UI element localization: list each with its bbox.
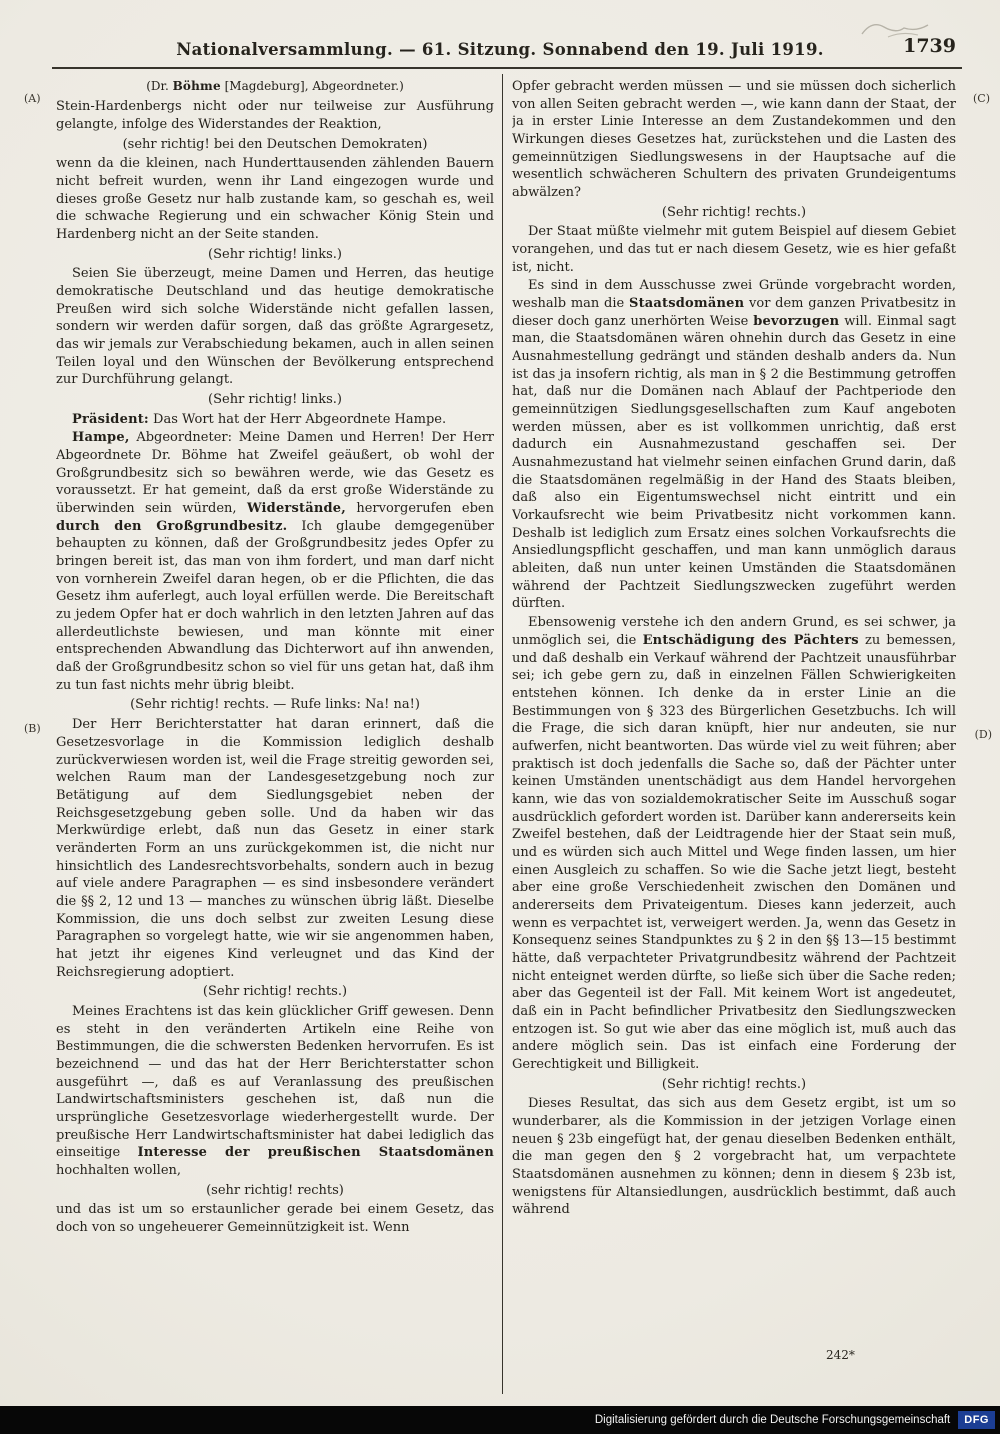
bold-text-segment: durch den Großgrundbesitz.	[56, 518, 288, 534]
digitization-footer-bar	[0, 1406, 1000, 1434]
text-segment: (Sehr richtig! rechts.)	[661, 1076, 807, 1092]
interjection-line	[56, 696, 494, 714]
text-segment: (Sehr richtig! links.)	[208, 246, 342, 262]
text-segment: vor dem ganzen Privatbesitz in dieser doch ganz unerhörten Weise	[512, 296, 956, 329]
text-segment: (sehr richtig! bei den Deutschen Demokraten)	[122, 136, 428, 152]
bold-text-segment: bevorzugen	[753, 313, 840, 329]
bold-text-segment: Präsident:	[72, 411, 149, 427]
speech-paragraph	[56, 265, 494, 389]
text-segment: Ich glaube demgegenüber behaupten zu können, daß der Großgrundbesitz jedes Opfer zu bringen bereit ist, das man von ihm fordert, und man darf nicht von vornherein Zweifel daran hegen, ob er die Pflichten, die das Gesetz ihm auferlegt, auch loyal erfüllen werde. Die Bereitschaft zu jedem Opfer hat er doch wahrlich in den letzten Jahren auf das allerdeutlichste bewiesen, und man könnte mit einer entsprechenden Abwandlung das Dichterwort auf ihn anwenden, daß der Großgrundbesitz schon so viel für uns getan hat, daß ihm zu tun fast nichts mehr übrig bleibt.	[56, 518, 494, 693]
text-segment: Es sind in dem Ausschusse zwei Gründe vorgebracht worden, weshalb man die	[512, 278, 956, 312]
text-segment: Seien Sie überzeugt, meine Damen und Herren, das heutige demokratische Deutschland und das heutige demokratische Preußen wird sich solche Widerstände nicht gefallen lassen, sondern wir werden dafür sorgen, daß das größte Agrargesetz, das wir jemals zur Verabschiedung bekamen, auch in allen seinen Teilen loyal und den Wünschen der Bevölkerung entsprechend zur Durchführung gelangt.	[56, 266, 494, 388]
text-segment: Abgeordneter: Meine Damen und Herren! Der Herr Abgeordnete Dr. Böhme hat Zweifel geäußert, ob wohl der Großgrundbesitz sich so bewähren werde, wie das Gesetz es voraussetzt. Er hat gemeint, daß da erst große Widerstände zu überwinden sein würden,	[56, 430, 494, 517]
bold-text-segment: Interesse der preußischen Staatsdomänen	[137, 1145, 494, 1161]
left-column-text	[56, 78, 494, 1394]
bold-text-segment: Hampe,	[72, 430, 130, 446]
text-segment: (Sehr richtig! rechts.)	[661, 204, 807, 220]
bold-text-segment: Entschädigung des Pächters	[642, 632, 859, 648]
text-segment: (Sehr richtig! links.)	[208, 392, 342, 408]
text-segment: Der Staat müßte vielmehr mit gutem Beispiel auf diesem Gebiet vorangehen, und das tut er nach diesem Gesetz, wie es hier gefaßt ist, nicht.	[512, 224, 956, 275]
speech-paragraph	[512, 1095, 956, 1219]
speech-paragraph	[56, 1201, 494, 1236]
text-segment: Stein-Hardenbergs nicht oder nur teilweise zur Ausführung gelangte, infolge des Widerstandes der Reaktion,	[56, 99, 494, 132]
bold-text-segment: Böhme	[172, 79, 221, 93]
bold-text-segment: Staatsdomänen	[628, 296, 745, 312]
text-segment: wenn da die kleinen, nach Hunderttausenden zählenden Bauern nicht befreit wurden, wenn ihr Land eingezogen wurde und dieses große Gesetz nur halb zustande kam, so geschah es, weil die schwache Regierung und ein schwacher König Stein und Hardenberg nicht an der Seite standen.	[56, 156, 494, 243]
text-segment: und das ist um so erstaunlicher gerade bei einem Gesetz, das doch von so ungeheuerer Gemeinnützigkeit ist. Wenn	[56, 1202, 494, 1235]
speech-paragraph	[512, 223, 956, 276]
text-segment: Meines Erachtens ist das kein glücklicher Griff gewesen. Denn es steht in den veränderten Artikeln eine Reihe von Bestimmungen, die die schwersten Bedenken hervorrufen. Es ist bezeichnend — und das hat der Herr Berichterstatter schon ausgeführt —, daß es auf Veranlassung des preußischen Landwirtschaftsministers geschehen ist, daß nun die ursprüngliche Gesetzesvorlage wiederhergestellt wurde. Der preußische Herr Landwirtschaftsminister hat dabei lediglich das einseitige	[56, 1003, 494, 1161]
interjection-line	[56, 136, 494, 154]
speaker-continuation-note	[56, 78, 494, 94]
sheet-signature: 242*	[826, 1348, 855, 1362]
margin-marker-d: (D)	[974, 728, 992, 741]
text-segment: Opfer gebracht werden müssen — und sie müssen doch sicherlich von allen Seiten gebracht werden —, wie kann dann der Staat, der ja in erster Linie Interesse an dem Zustandekommen und den Wirkungen dieses Gesetzes hat, zurückstehen und die Lasten des gemeinnützigen Siedlungswesens in der Hauptsache auf die wesentlich schwächeren Schultern des privaten Grundeigentums abwälzen?	[512, 79, 956, 201]
right-column-text	[512, 78, 956, 1394]
speech-paragraph	[56, 1003, 494, 1180]
text-segment: [Magdeburg], Abgeordneter.)	[220, 79, 404, 93]
speech-paragraph	[56, 716, 494, 981]
text-segment: Das Wort hat der Herr Abgeordnete Hampe.	[148, 411, 447, 427]
interjection-line	[512, 204, 956, 222]
interjection-line	[56, 391, 494, 409]
margin-marker-c: (C)	[973, 92, 990, 105]
speech-paragraph	[56, 411, 494, 429]
text-segment: hervorgerufen eben	[345, 501, 494, 517]
session-header-title: Nationalversammlung. — 61. Sitzung. Sonnabend den 19. Juli 1919.	[176, 40, 824, 59]
speech-paragraph	[56, 155, 494, 243]
dfg-logo: DFG	[958, 1411, 995, 1429]
interjection-line	[512, 1076, 956, 1094]
text-segment: will. Einmal sagt man, die Staatsdomänen wären ohnehin durch das Gesetz in eine Ausnahmestellung gedrängt und ständen deshalb anders da. Nun ist das ja insofern richtig, als man in § 2 die Bestimmung getroffen hat, daß nur die Domänen nach Ablauf der Pachtperiode den gemeinnützigen Siedlungsgesellschaften zum Kauf angeboten werden müssen, aber es ist vollkommen unrichtig, daß erst dadurch ein Ausnahmezustand geschaffen sei. Der Ausnahmezustand hat vielmehr seinen einfachen Grund darin, daß die Staatsdomänen regelmäßig in der Hand des Staats bleiben, daß also ein Eigentumswechsel nicht eintritt und ein Vorkaufsrecht wie beim Privatbesitz nicht vorkommen kann. Deshalb ist lediglich zum Ersatz eines solchen Vorkaufsrechts die Ansiedlungspflicht geschaffen, und man kann unmöglich daraus ableiten, daß nun unter keinen Umständen die Staatsdomänen während der Pachtzeit Siedlungszwecken zugeführt werden dürften.	[512, 313, 956, 612]
interjection-line	[56, 983, 494, 1001]
header-rule	[52, 67, 962, 69]
bold-text-segment: Widerstände,	[246, 501, 346, 517]
text-segment: (Dr.	[146, 79, 173, 93]
interjection-line	[56, 1182, 494, 1200]
speech-paragraph	[512, 78, 956, 202]
text-segment: (Sehr richtig! rechts. — Rufe links: Na! na!)	[130, 697, 420, 713]
text-segment: (sehr richtig! rechts)	[206, 1182, 344, 1198]
text-segment: zu bemessen, und daß deshalb ein Verkauf während der Pachtzeit unausführbar sei; ich gebe gern zu, daß in einzelnen Fällen Schwierigkeiten entstehen können. Ich denke da in erster Linie an die Bestimmungen von § 323 des Bürgerlichen Gesetzbuchs. Ich will die Frage, die sich daran knüpft, hier nur andeuten, sie nur aufwerfen, nicht beantworten. Das würde viel zu weit führen; aber praktisch ist doch jedenfalls die Sache so, daß der Pächter unter keinen Umständen unentschädigt aus dem Handel hervorgehen kann, wie das von sozialdemokratischer Seite im Ausschuß sogar ausdrücklich gefordert worden ist. Darüber kann andererseits kein Zweifel bestehen, daß der Leidtragende hier der Staat sein muß, und es würden sich auch Mittel und Wege finden lassen, um hier einen Ausgleich zu schaffen. So wie die Sache jetzt liegt, besteht aber eine große Verschiedenheit zwischen den Domänen und andererseits dem Privateigentum. Dieses kann jederzeit, auch wenn es verpachtet ist, verweigert werden. Ja, wenn das Gesetz in Konsequenz seines Standpunktes zu § 2 in den §§ 13—15 bestimmt hätte, daß verpachteter Privatgrundbesitz während der Pachtzeit nicht enteignet werden dürfte, so ließe sich über die Sache reden; aber das Gegenteil ist der Fall. Mit keinem Wort ist angedeutet, daß ein in Pacht befindlicher Privatbesitz den Siedlungszwecken entzogen ist. So gut wie aber das eine möglich ist, muß auch das andere möglich sein. Das ist einfach eine Forderung der Gerechtigkeit und Billigkeit.	[512, 632, 956, 1072]
text-segment: hochhalten wollen,	[56, 1162, 182, 1178]
text-segment: Der Herr Berichterstatter hat daran erinnert, daß die Gesetzesvorlage in die Kommission lediglich deshalb zurückverwiesen worden ist, weil die Frage streitig geworden sei, welchen Raum man der Landesgesetzgebung noch zur Betätigung auf dem Siedlungsgebiet neben der Reichsgesetzgebung geben solle. Und da haben wir das Merkwürdige erlebt, daß nun das Gesetz in einer stark veränderten Form an uns zurückgekommen ist, die nicht nur hinsichtlich des Landesrechtsvorbehalts, sondern auch in bezug auf viele andere Paragraphen — es sind insbesondere verändert die §§ 2, 12 und 13 — manches zu wünschen übrig läßt. Dieselbe Kommission, die uns doch selbst zur zweiten Lesung diese Paragraphen so vorgelegt hatte, wie wir sie angenommen haben, hat jetzt ihr eigenes Kind verleugnet und das Kind der Reichsregierung adoptiert.	[56, 717, 494, 980]
speech-paragraph	[56, 98, 494, 133]
margin-marker-b: (B)	[24, 722, 41, 735]
text-segment: (Sehr richtig! rechts.)	[202, 984, 348, 1000]
margin-marker-a: (A)	[24, 92, 41, 105]
speech-paragraph	[512, 614, 956, 1073]
text-segment: Ebensowenig verstehe ich den andern Grund, es sei schwer, ja unmöglich sei, die	[512, 615, 956, 648]
text-segment: Dieses Resultat, das sich aus dem Gesetz ergibt, ist um so wunderbarer, als die Kommission in der jetzigen Vorlage einen neuen § 23b eingefügt hat, der genau dieselben Bedenken enthält, die man gegen den § 2 vorgebracht hat, um verpachtete Staatsdomänen ausnehmen zu können; denn in diesem § 23b ist, wenigstens für Altansiedlungen, ausdrücklich bestimmt, daß auch während	[512, 1096, 956, 1218]
speech-paragraph	[512, 277, 956, 613]
page-number: 1739	[903, 35, 956, 57]
digitization-notice: Digitalisierung gefördert durch die Deutsche Forschungsgemeinschaft	[594, 1414, 951, 1426]
column-divider-rule	[502, 74, 503, 1394]
interjection-line	[56, 246, 494, 264]
speech-paragraph	[56, 429, 494, 694]
